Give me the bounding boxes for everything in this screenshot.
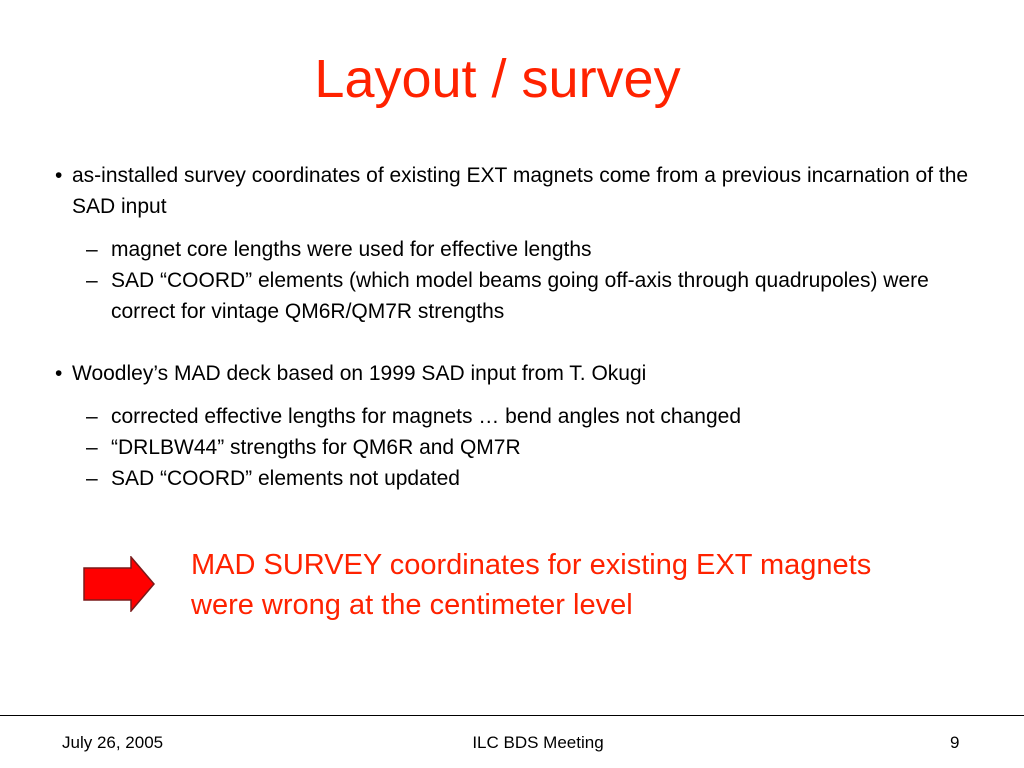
sub-bullet-item — [86, 401, 966, 432]
footer-date: July 26, 2005 — [62, 733, 164, 752]
bullet-marker: • — [55, 164, 63, 187]
footer-divider — [0, 715, 1024, 716]
bullet-item — [55, 358, 975, 389]
bullet-marker: • — [55, 362, 63, 385]
sub-bullet-text: corrected effective lengths for magnets … bend angles not changed — [111, 405, 742, 428]
sub-bullet-item — [86, 463, 966, 494]
slide-title: Layout / survey — [314, 49, 681, 109]
sub-bullet-text: “DRLBW44” strengths for QM6R and QM7R — [111, 436, 521, 459]
bullet-text: as-installed survey coordinates of existing EXT magnets come from a previous incarnation of the SAD input — [72, 164, 969, 218]
right-arrow-icon — [83, 556, 155, 612]
sub-bullet-item — [86, 234, 966, 265]
bullet-text: Woodley’s MAD deck based on 1999 SAD input from T. Okugi — [72, 362, 647, 385]
sub-bullet-item — [86, 432, 966, 463]
sub-bullet-marker: – — [86, 467, 98, 490]
sub-bullet-text: SAD “COORD” elements (which model beams going off-axis through quadrupoles) were correct for vintage QM6R/QM7R strengths — [111, 269, 929, 323]
conclusion-text: MAD SURVEY coordinates for existing EXT magnets were wrong at the centimeter level — [191, 549, 872, 621]
sub-bullet-marker: – — [86, 238, 98, 261]
sub-bullet-marker: – — [86, 269, 98, 292]
page-number: 9 — [950, 733, 960, 752]
bullet-item — [55, 160, 975, 222]
sub-bullet-text: magnet core lengths were used for effective lengths — [111, 238, 592, 261]
sub-bullet-marker: – — [86, 405, 98, 428]
sub-bullet-marker: – — [86, 436, 98, 459]
sub-bullet-item — [86, 265, 966, 327]
footer-title: ILC BDS Meeting — [472, 733, 604, 752]
sub-bullet-text: SAD “COORD” elements not updated — [111, 467, 460, 490]
